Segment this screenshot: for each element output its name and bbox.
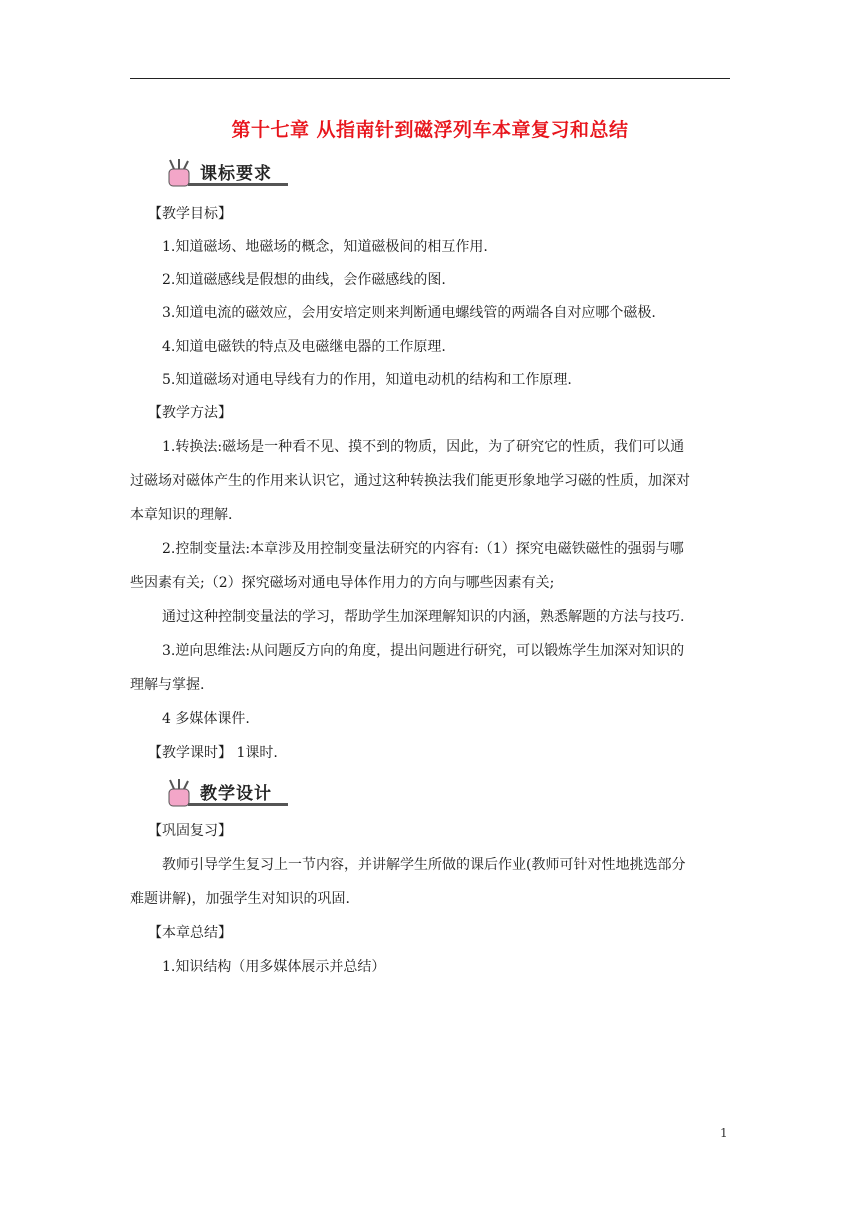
goal-item: 2.知道磁感线是假想的曲线，会作磁感线的图. bbox=[162, 272, 446, 288]
goal-item: 3.知道电流的磁效应，会用安培定则来判断通电螺线管的两端各自对应哪个磁极. bbox=[162, 305, 656, 321]
method-line: 3.逆向思维法:从问题反方向的角度，提出问题进行研究，可以锻炼学生加深对知识的 bbox=[162, 643, 685, 659]
summary-item: 1.知识结构（用多媒体展示并总结） bbox=[162, 959, 386, 975]
goal-item: 4.知道电磁铁的特点及电磁继电器的工作原理. bbox=[162, 339, 446, 355]
badge-label: 教学设计 bbox=[200, 784, 272, 804]
header-rule bbox=[130, 78, 730, 79]
badge-label: 课标要求 bbox=[200, 164, 272, 184]
methods-heading: 【教学方法】 bbox=[148, 405, 232, 421]
method-line: 通过这种控制变量法的学习，帮助学生加深理解知识的内涵，熟悉解题的方法与技巧. bbox=[162, 609, 685, 625]
design-badge bbox=[158, 775, 290, 811]
method-line: 理解与掌握. bbox=[130, 677, 205, 693]
goal-item: 1.知道磁场、地磁场的概念，知道磁极间的相互作用. bbox=[162, 239, 488, 255]
goal-item: 5.知道磁场对通电导线有力的作用，知道电动机的结构和工作原理. bbox=[162, 372, 572, 388]
hours-line: 【教学课时】 1课时. bbox=[148, 745, 278, 761]
summary-heading: 【本章总结】 bbox=[148, 925, 232, 941]
review-heading: 【巩固复习】 bbox=[148, 823, 232, 839]
review-line: 难题讲解)，加强学生对知识的巩固. bbox=[130, 891, 350, 907]
page-number: 1 bbox=[720, 1126, 728, 1140]
method-line: 4 多媒体课件. bbox=[162, 711, 250, 727]
method-line: 过磁场对磁体产生的作用来认识它，通过这种转换法我们能更形象地学习磁的性质，加深对 bbox=[130, 473, 690, 489]
goals-heading: 【教学目标】 bbox=[148, 206, 232, 222]
method-line: 2.控制变量法:本章涉及用控制变量法研究的内容有:（1）探究电磁铁磁性的强弱与哪 bbox=[162, 541, 684, 557]
method-line: 些因素有关;（2）探究磁场对通电导体作用力的方向与哪些因素有关; bbox=[130, 575, 555, 591]
review-line: 教师引导学生复习上一节内容，并讲解学生所做的课后作业(教师可针对性地挑选部分 bbox=[162, 857, 686, 873]
page-title: 第十七章 从指南针到磁浮列车本章复习和总结 bbox=[231, 119, 629, 141]
method-line: 本章知识的理解. bbox=[130, 507, 233, 523]
method-line: 1.转换法:磁场是一种看不见、摸不到的物质，因此，为了研究它的性质，我们可以通 bbox=[162, 439, 685, 455]
curriculum-badge bbox=[158, 155, 290, 191]
